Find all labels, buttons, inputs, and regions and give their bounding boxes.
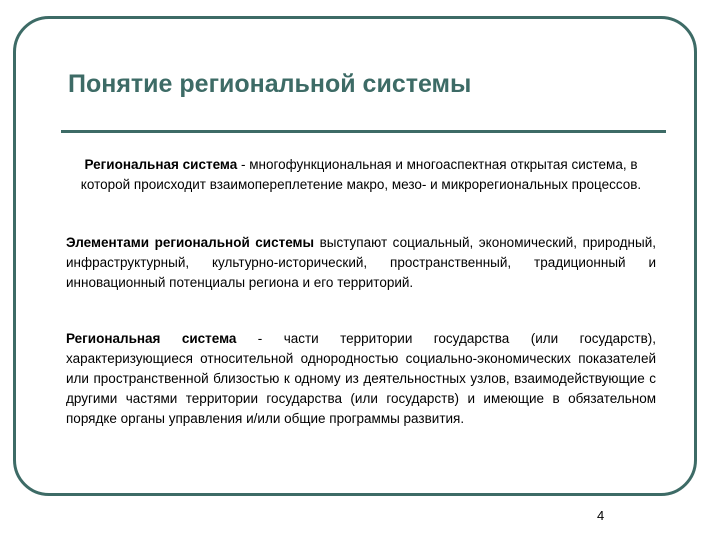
extended-definition-term: Региональная система <box>66 331 237 346</box>
extended-definition-paragraph <box>66 329 656 429</box>
definition-paragraph <box>66 155 656 195</box>
definition-term: Региональная система <box>84 157 238 172</box>
definition-text: - многофункциональная и многоаспектная открытая система, в которой происходит взаимопереплетение макро, мезо- и микрорегиональных процессов. <box>80 157 642 192</box>
slide-title: Понятие региональной системы <box>68 70 472 98</box>
elements-text: выступают социальный, экономический, природный, инфраструктурный, культурно-исторический, пространственный, традиционный и инновационный потенциалы региона и его территорий. <box>66 235 656 290</box>
elements-term: Элементами региональной системы <box>66 235 315 250</box>
page-number: 4 <box>597 508 605 523</box>
title-divider <box>61 130 666 133</box>
elements-paragraph <box>66 233 656 293</box>
extended-definition-text: - части территории государства (или государств), характеризующиеся относительной однородностью социально-экономических показателей или пространственной близостью к одному из деятельностных узлов, взаимодействующие с другими частями территории государства (или государств) и имеющие в обязательном порядке органы управления и/или общие программы развития. <box>66 331 657 426</box>
